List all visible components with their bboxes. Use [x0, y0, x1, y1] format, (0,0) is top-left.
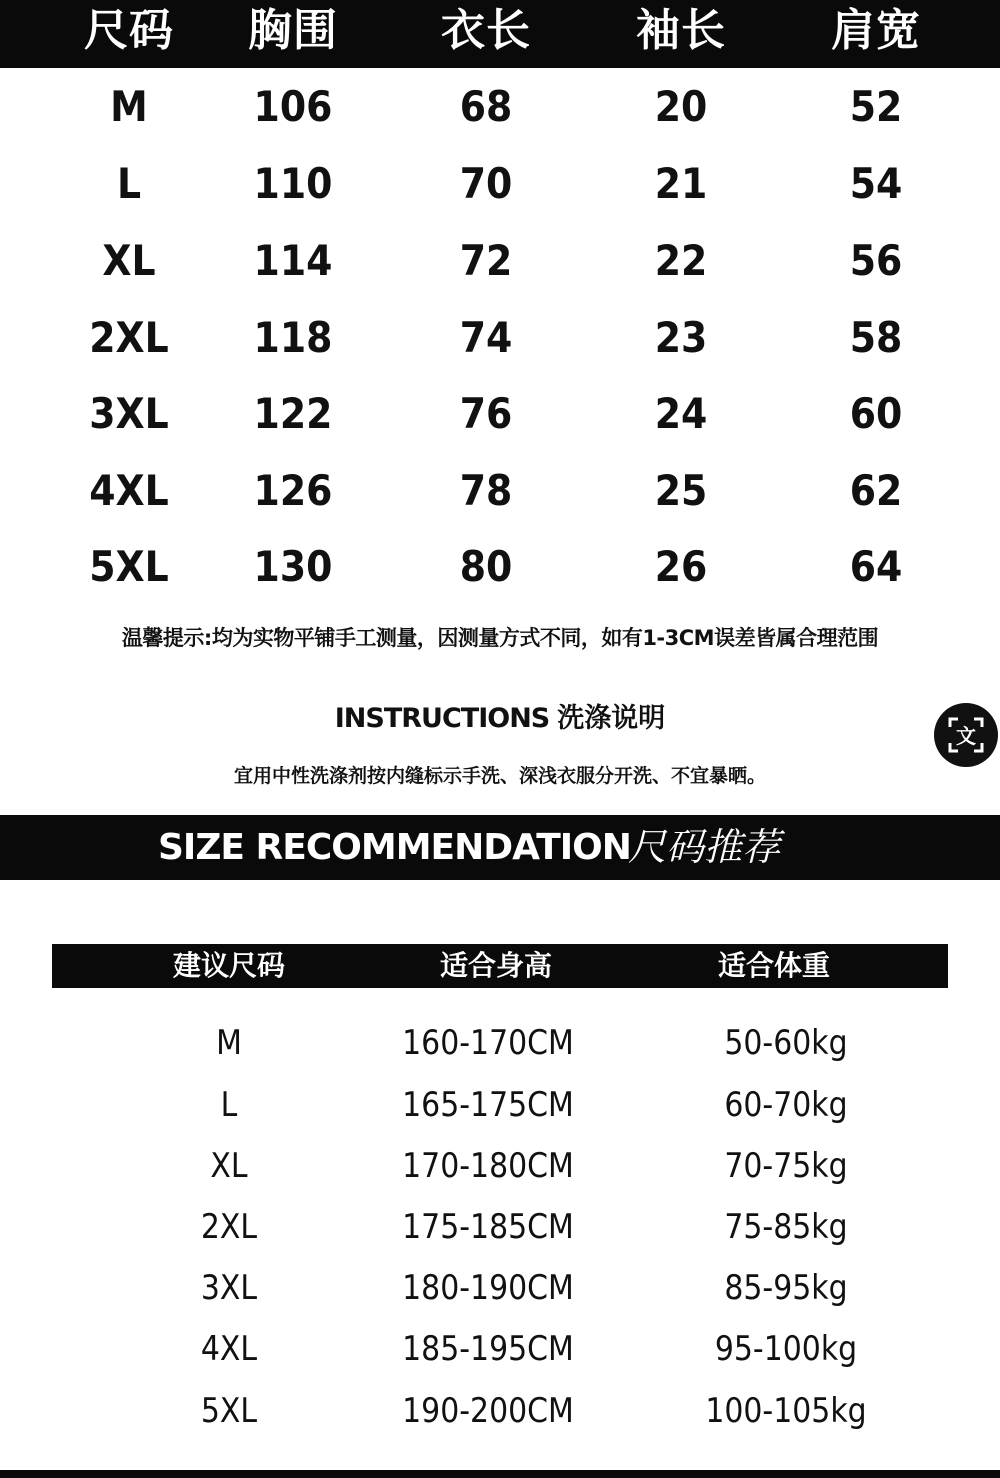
chest-cell: 114	[253, 236, 333, 285]
washing-instructions: 宜用中性洗涤剂按内缝标示手洗、深浅衣服分开洗、不宜暴晒。	[233, 765, 766, 787]
instructions-title-zh: 洗涤说明	[557, 703, 666, 734]
length-cell: 74	[459, 313, 513, 362]
size-cell: 4XL	[89, 466, 169, 515]
svg-text:文: 文	[956, 724, 976, 748]
bottom-divider	[0, 1470, 1000, 1478]
sleeve-cell: 26	[654, 542, 708, 591]
length-cell: 72	[459, 236, 513, 285]
size-recommendation-banner	[0, 815, 1000, 880]
rec-height-cell: 160-170CM	[402, 1023, 574, 1063]
instructions-title	[0, 696, 1000, 735]
size-row-2xl	[0, 299, 1000, 376]
recommendation-row-l	[0, 1074, 1000, 1136]
size-cell: 5XL	[89, 542, 169, 591]
shoulder-cell: 56	[849, 236, 903, 285]
rec-weight-cell: 70-75kg	[724, 1146, 848, 1186]
length-cell: 78	[459, 466, 513, 515]
header-size: 尺码	[84, 5, 174, 56]
chest-cell: 126	[253, 466, 333, 515]
chest-cell: 110	[253, 159, 333, 208]
recommendation-row-2xl	[0, 1196, 1000, 1258]
instructions-title-en: INSTRUCTIONS	[334, 703, 550, 734]
shoulder-cell: 64	[849, 542, 903, 591]
translate-button[interactable]	[934, 703, 998, 767]
recommendation-row-4xl	[0, 1318, 1000, 1380]
sleeve-cell: 24	[654, 389, 708, 438]
header-length: 衣长	[441, 5, 531, 56]
rec-height-cell: 175-185CM	[402, 1207, 574, 1247]
rec-height-cell: 180-190CM	[402, 1268, 574, 1308]
rec-weight-cell: 85-95kg	[724, 1268, 848, 1308]
rec-size-cell: L	[220, 1085, 238, 1125]
size-row-4xl	[0, 452, 1000, 529]
sleeve-cell: 23	[654, 313, 708, 362]
shoulder-cell: 58	[849, 313, 903, 362]
header-recommended-size: 建议尺码	[172, 949, 285, 982]
sleeve-cell: 25	[654, 466, 708, 515]
rec-size-cell: 2XL	[200, 1207, 258, 1247]
measurement-tip: 温馨提示:均为实物平铺手工测量，因测量方式不同，如有1-3CM误差皆属合理范围	[121, 626, 879, 650]
size-row-m	[0, 68, 1000, 145]
size-cell: 3XL	[89, 389, 169, 438]
size-row-3xl	[0, 375, 1000, 452]
rec-height-cell: 190-200CM	[402, 1391, 574, 1431]
header-height: 适合身高	[439, 949, 552, 982]
recommendation-row-m	[0, 1012, 1000, 1074]
rec-size-cell: 3XL	[200, 1268, 258, 1308]
rec-size-cell: 5XL	[200, 1391, 258, 1431]
chest-cell: 118	[253, 313, 333, 362]
shoulder-cell: 54	[849, 159, 903, 208]
header-sleeve: 袖长	[636, 5, 726, 56]
length-cell: 70	[459, 159, 513, 208]
header-weight: 适合体重	[717, 949, 830, 982]
rec-height-cell: 170-180CM	[402, 1146, 574, 1186]
sleeve-cell: 20	[654, 82, 708, 131]
shoulder-cell: 62	[849, 466, 903, 515]
chest-cell: 122	[253, 389, 333, 438]
length-cell: 80	[459, 542, 513, 591]
chest-cell: 106	[253, 82, 333, 131]
rec-weight-cell: 75-85kg	[724, 1207, 848, 1247]
rec-weight-cell: 95-100kg	[714, 1329, 858, 1369]
rec-height-cell: 165-175CM	[402, 1085, 574, 1125]
shoulder-cell: 60	[849, 389, 903, 438]
recommendation-row-3xl	[0, 1257, 1000, 1319]
recommendation-row-xl	[0, 1135, 1000, 1197]
rec-size-cell: M	[216, 1023, 242, 1063]
banner-title-zh: 尺码推荐	[628, 825, 781, 869]
recommendation-row-5xl	[0, 1380, 1000, 1442]
shoulder-cell: 52	[849, 82, 903, 131]
rec-weight-cell: 100-105kg	[705, 1391, 867, 1431]
header-shoulder: 肩宽	[831, 5, 921, 56]
rec-weight-cell: 60-70kg	[724, 1085, 848, 1125]
size-row-xl	[0, 222, 1000, 299]
translate-icon	[948, 717, 984, 753]
length-cell: 76	[459, 389, 513, 438]
header-chest: 胸围	[248, 5, 338, 56]
rec-size-cell: XL	[210, 1146, 248, 1186]
size-row-5xl	[0, 528, 1000, 605]
size-cell: M	[110, 82, 148, 131]
rec-size-cell: 4XL	[200, 1329, 258, 1369]
rec-weight-cell: 50-60kg	[724, 1023, 848, 1063]
size-cell: 2XL	[89, 313, 169, 362]
sleeve-cell: 22	[654, 236, 708, 285]
recommendation-table-header	[52, 944, 948, 988]
size-cell: XL	[102, 236, 156, 285]
size-row-l	[0, 145, 1000, 222]
size-chart-header	[0, 0, 1000, 68]
banner-title-en: SIZE RECOMMENDATION	[158, 827, 631, 868]
chest-cell: 130	[253, 542, 333, 591]
rec-height-cell: 185-195CM	[402, 1329, 574, 1369]
length-cell: 68	[459, 82, 513, 131]
sleeve-cell: 21	[654, 159, 708, 208]
size-cell: L	[116, 159, 142, 208]
